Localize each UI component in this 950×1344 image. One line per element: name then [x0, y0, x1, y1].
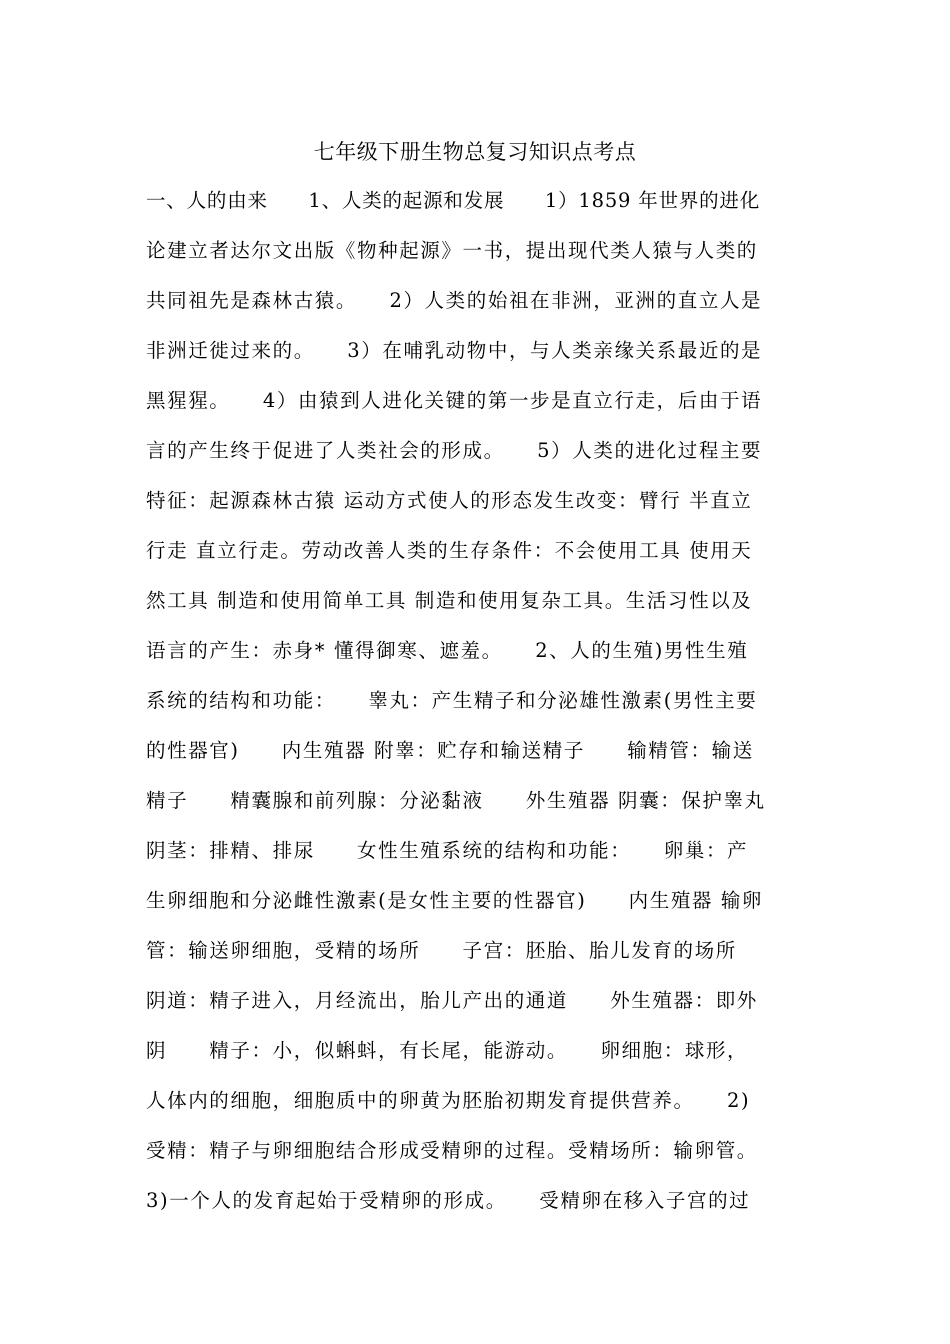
text-line: 人体内的细胞，细胞质中的卵黄为胚胎初期发育提供营养。 2)	[146, 1089, 751, 1112]
text-line: 3)一个人的发育起始于受精卵的形成。 受精卵在移入子宫的过	[146, 1189, 751, 1212]
text-line: 非洲迁徙过来的。 3）在哺乳动物中，与人类亲缘关系最近的是	[146, 339, 763, 362]
text-line: 论建立者达尔文出版《物种起源》一书，提出现代类人猿与人类的	[146, 239, 758, 262]
text-line: 黑猩猩。 4）由猿到人进化关键的第一步是直立行走，后由于语	[146, 389, 763, 412]
text-line: 一、人的由来 1、人类的起源和发展 1）1859 年世界的进化	[146, 189, 761, 212]
text-line: 阴 精子：小，似蝌蚪，有长尾，能游动。 卵细胞：球形，	[146, 1039, 749, 1062]
page-title: 七年级下册生物总复习知识点考点	[313, 140, 637, 164]
text-line: 系统的结构和功能： 睾丸：产生精子和分泌雄性激素(男性主要	[146, 689, 758, 712]
body-text	[146, 184, 806, 1234]
text-line: 受精：精子与卵细胞结合形成受精卵的过程。受精场所：输卵管。	[146, 1139, 758, 1162]
text-line: 然工具 制造和使用简单工具 制造和使用复杂工具。生活习性以及	[146, 589, 753, 612]
text-line: 共同祖先是森林古猿。 2）人类的始祖在非洲，亚洲的直立人是	[146, 289, 763, 312]
text-line: 特征：起源森林古猿 运动方式使人的形态发生改变：臂行 半直立	[146, 489, 753, 512]
text-line: 精子 精囊腺和前列腺：分泌黏液 外生殖器 阴囊：保护睾丸	[146, 789, 766, 812]
text-line: 言的产生终于促进了人类社会的形成。 5）人类的进化过程主要	[146, 439, 763, 462]
text-line: 语言的产生：赤身* 懂得御寒、遮羞。 2、人的生殖)男性生殖	[146, 639, 749, 662]
text-line: 行走 直立行走。劳动改善人类的生存条件：不会使用工具 使用天	[146, 539, 753, 562]
text-line: 生卵细胞和分泌雌性激素(是女性主要的性器官) 内生殖器 输卵	[146, 889, 764, 912]
text-line: 阴道：精子进入，月经流出，胎儿产出的通道 外生殖器：即外	[146, 989, 758, 1012]
text-line: 的性器官) 内生殖器 附睾：贮存和输送精子 输精管：输送	[146, 739, 754, 762]
text-line: 阴茎：排精、排尿 女性生殖系统的结构和功能： 卵巢：产	[146, 839, 749, 862]
text-line: 管：输送卵细胞，受精的场所 子宫：胚胎、胎儿发育的场所	[146, 939, 737, 962]
